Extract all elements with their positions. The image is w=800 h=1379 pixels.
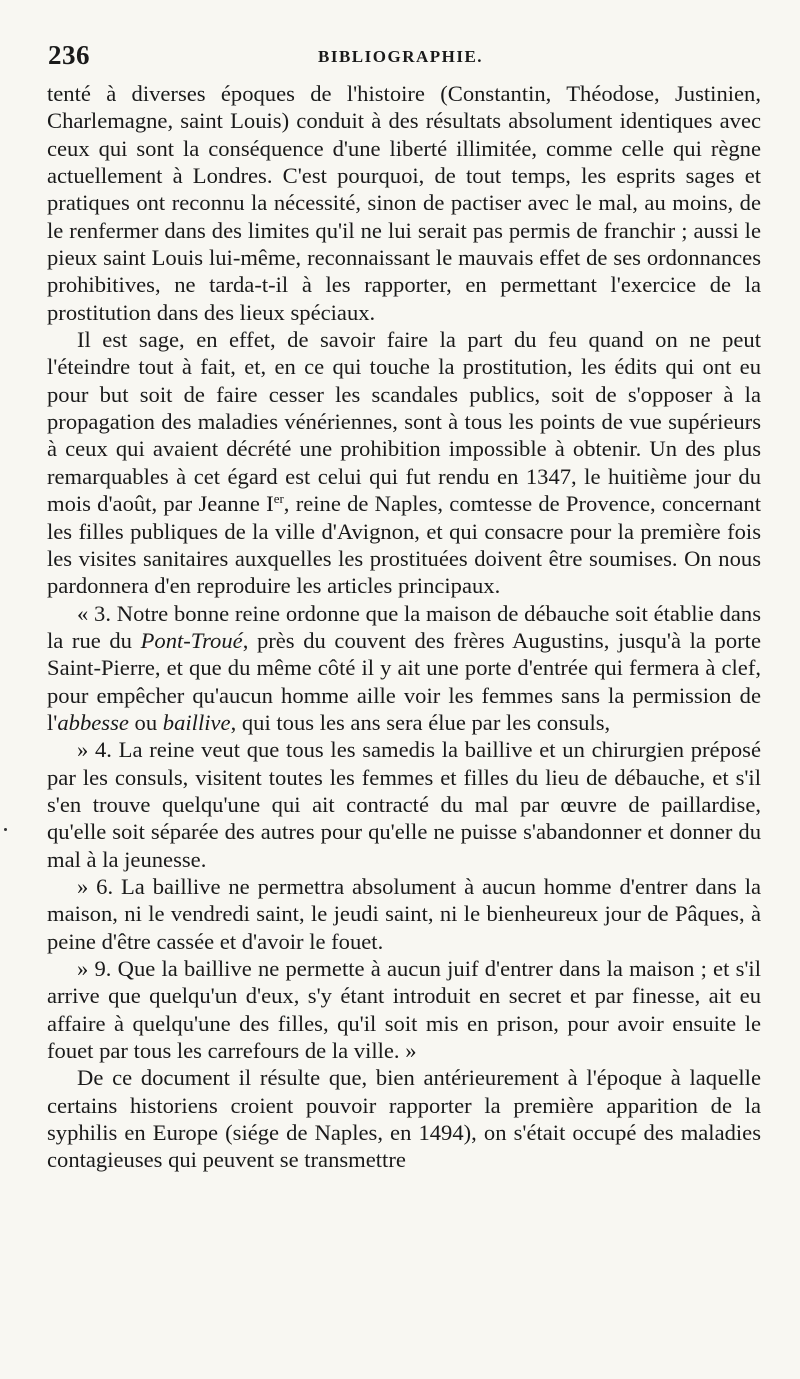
article-3-abbesse: abbesse [57,709,129,735]
margin-speck [4,828,7,831]
running-head: BIBLIOGRAPHIE. [318,47,484,66]
article-4: » 4. La reine veut que tous les samedis la baillive et un chirurgien préposé par les consuls, visitent toutes les femmes et filles du lieu de débauche, et s'il s'en trouve quelqu'une qui ait contracté du mal par œuvre de paillardise, qu'elle soit séparée des autres pour qu'elle ne puisse s'abandonner et donner du mal à la jeunesse. [47,737,761,872]
body-text [47,80,761,1174]
article-3 [47,600,761,737]
paragraph-2-text-b: , reine de Naples, comtesse de Provence, concernant les filles publiques de la ville d'Avignon, et qui consacre pour la première fois les visites sanitaires auxquelles les prostituées doivent être soumises. On nous pardonnera d'en reproduire les articles principaux. [47,491,761,599]
superscript-er: er [273,491,284,507]
article-3-ou: ou [128,709,163,735]
article-3-text-b: , près du couvent des frères Augustins, jusqu'à la porte Saint-Pierre, et que du même côté il y ait une porte d'entrée qui fermera à clef, pour empêcher qu'aucun homme aille voir les femmes sans la permission de l' [47,627,761,735]
paragraph-2 [47,326,761,599]
article-6: » 6. La baillive ne permettra absolument à aucun homme d'entrer dans la maison, ni le vendredi saint, le jeudi saint, ni le bienheureux jour de Pâques, à peine d'être cassée et d'avoir le fouet. [47,873,761,954]
article-3-text-a: « 3. Notre bonne reine ordonne que la maison de débauche soit établie dans la rue du [47,600,761,653]
page-number: 236 [48,40,90,70]
article-3-baillive: baillive [162,709,231,735]
article-3-text-c: , qui tous les ans sera élue par les consuls, [230,709,611,735]
article-3-street-name: Pont-Troué [140,627,243,653]
paragraph-1: tenté à diverses époques de l'histoire (Constantin, Théodose, Justinien, Charlemagne, saint Louis) conduit à des résultats absolument identiques avec ceux qui sont la conséquence d'une liberté illimitée, comme celle qui règne actuellement à Londres. C'est pourquoi, de tout temps, les esprits sages et pratiques ont reconnu la nécessité, sinon de pactiser avec le mal, au moins, de le renfermer dans des limites qu'il ne lui serait pas permis de franchir ; aussi le pieux saint Louis lui-même, reconnaissant le mauvais effet de ses ordonnances prohibitives, ne tarda-t-il à les rapporter, en permettant l'exercice de la prostitution dans des lieux spéciaux. [47,81,761,325]
article-9: » 9. Que la baillive ne permette à aucun juif d'entrer dans la maison ; et s'il arrive que quelqu'un d'eux, s'y étant introduit en secret et par finesse, ait eu affaire à quelqu'une des filles, qu'il soit mis en prison, pour avoir ensuite le fouet par tous les carrefours de la ville. » [47,956,761,1064]
paragraph-2-text-a: Il est sage, en effet, de savoir faire la part du feu quand on ne peut l'éteindre tout à fait, et, en ce qui touche la prostitution, les édits qui ont eu pour but soit de faire cesser les scandales publics, soit de s'opposer à la propagation des maladies vénériennes, sont à tous les points de vue supérieurs à ceux qui avaient décrété une prohibition impossible à obtenir. Un des plus remarquables à cet égard est celui qui fut rendu en 1347, le huitième jour du mois d'août, par Jeanne I [47,327,761,517]
final-paragraph: De ce document il résulte que, bien antérieurement à l'époque à laquelle certains historiens croient pouvoir rapporter la première apparition de la syphilis en Europe (siége de Naples, en 1494), on s'était occupé des maladies contagieuses qui peuvent se transmettre [47,1065,761,1173]
page-header [48,40,748,76]
